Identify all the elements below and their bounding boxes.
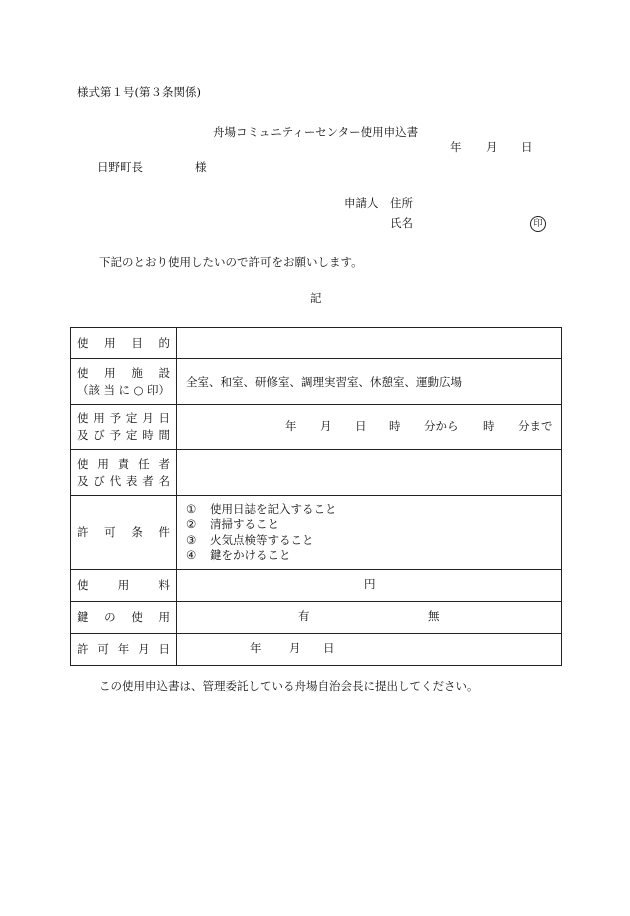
label-char: 許 — [77, 525, 89, 539]
responsible-label — [71, 450, 177, 496]
label-char: （該 — [77, 382, 100, 397]
label-char: 定 — [125, 411, 138, 425]
seal-mark: 印 — [530, 216, 546, 232]
addressee-suffix: 様 — [195, 160, 207, 174]
row-facility — [71, 359, 562, 405]
key-no-option[interactable]: 無 — [428, 609, 440, 623]
document-title: 舟場コミュニティーセンター使用申込書 — [213, 125, 419, 139]
label-char: 及 — [77, 428, 89, 442]
label-char: 月 — [138, 642, 150, 656]
label-char: 責 — [117, 456, 130, 471]
addressee: 日野町長 — [97, 160, 143, 174]
schedule-day: 日 — [355, 419, 367, 433]
label-char: 可 — [104, 525, 116, 539]
label-char: び — [93, 428, 105, 442]
fee-unit: 円 — [364, 577, 376, 591]
label-char: に — [118, 382, 130, 397]
label-char: 使 — [77, 456, 89, 471]
label-char: 許 — [77, 642, 89, 656]
row-fee — [71, 570, 562, 602]
condition-number: ② — [186, 517, 197, 531]
condition-item — [186, 517, 561, 533]
fee-value[interactable] — [177, 570, 562, 602]
label-char: 使 — [77, 578, 89, 592]
label-char: 用 — [97, 456, 109, 471]
date-day-label: 日 — [521, 140, 533, 154]
condition-text: 清掃すること — [210, 517, 279, 531]
intro-text: 下記のとおり使用したいので許可をお願いします。 — [99, 255, 363, 269]
permit-day: 日 — [323, 641, 335, 655]
label-char: 日 — [158, 411, 170, 425]
footer-note: この使用申込書は、管理委託している舟場自治会長に提出してください。 — [99, 679, 479, 693]
label-char: 定 — [125, 428, 138, 442]
row-key — [71, 602, 562, 634]
schedule-to: 分まで — [518, 419, 553, 433]
schedule-hour: 時 — [389, 419, 401, 433]
row-conditions — [71, 496, 562, 570]
permit-date-value[interactable] — [177, 634, 562, 666]
label-char: 予 — [109, 411, 122, 425]
conditions-label — [71, 496, 177, 570]
permit-year: 年 — [250, 641, 262, 655]
label-char: 料 — [158, 578, 170, 592]
label-char: 施 — [131, 365, 143, 380]
label-char: 名 — [158, 473, 170, 488]
label-char: 間 — [158, 428, 170, 442]
label-char: 使 — [77, 365, 89, 380]
applicant-label: 申請人 — [344, 196, 379, 210]
seal-icon — [530, 216, 546, 232]
row-schedule — [71, 405, 562, 450]
date-month-label: 月 — [486, 140, 498, 154]
condition-item — [186, 533, 561, 549]
label-char: 使 — [77, 335, 89, 350]
label-char: 条 — [131, 525, 143, 539]
label-char: 者 — [142, 473, 154, 488]
label-char: 設 — [158, 365, 170, 380]
schedule-value[interactable] — [177, 405, 562, 450]
label-char: 予 — [109, 428, 122, 442]
row-responsible — [71, 450, 562, 496]
condition-number: ④ — [186, 548, 197, 562]
schedule-hour2: 時 — [483, 419, 495, 433]
label-char: 及 — [77, 473, 89, 488]
label-char: 目 — [131, 335, 143, 350]
form-number: 様式第１号(第３条関係) — [77, 85, 201, 99]
permit-month: 月 — [289, 641, 301, 655]
condition-text: 火気点検等すること — [210, 532, 314, 547]
conditions-list — [177, 499, 561, 567]
name-label: 氏名 — [390, 216, 413, 230]
purpose-value[interactable] — [177, 328, 562, 359]
label-char: 用 — [158, 610, 170, 624]
label-char: 用 — [104, 335, 116, 350]
label-char: 使 — [131, 610, 143, 624]
label-char: 日 — [158, 642, 170, 656]
label-char: 表 — [125, 473, 138, 488]
label-char: 月 — [142, 411, 154, 425]
label-char: 者 — [158, 456, 170, 471]
schedule-year: 年 — [285, 419, 297, 433]
label-char: の — [104, 610, 116, 624]
label-char: 件 — [158, 525, 170, 539]
label-char: 用 — [117, 578, 130, 592]
schedule-month: 月 — [320, 419, 332, 433]
responsible-value[interactable] — [177, 450, 562, 496]
ki-label: 記 — [310, 291, 322, 305]
date-year-label: 年 — [450, 140, 462, 154]
label-char: 年 — [117, 642, 130, 656]
schedule-label — [71, 405, 177, 450]
label-char: 的 — [158, 335, 170, 350]
label-char: 用 — [104, 365, 116, 380]
condition-number: ③ — [186, 532, 197, 547]
conditions-value — [177, 496, 562, 570]
label-char: 使 — [77, 411, 89, 425]
permit-date-label — [71, 634, 177, 666]
key-value[interactable] — [177, 602, 562, 634]
fee-label — [71, 570, 177, 602]
label-char: 代 — [109, 473, 122, 488]
label-char: 印） — [146, 382, 170, 397]
key-label — [71, 602, 177, 634]
label-char: 任 — [138, 456, 150, 471]
facility-label — [71, 359, 177, 405]
label-char: 用 — [93, 411, 105, 425]
condition-item — [186, 502, 561, 518]
row-purpose — [71, 328, 562, 359]
schedule-from: 分から — [424, 419, 459, 433]
condition-text: 使用日誌を記入すること — [210, 501, 337, 516]
label-char: び — [93, 473, 105, 488]
address-label: 住所 — [390, 196, 413, 210]
condition-item — [186, 548, 561, 564]
facility-value[interactable] — [177, 359, 562, 405]
label-char: 当 — [103, 382, 115, 397]
purpose-label — [71, 328, 177, 359]
condition-text: 鍵をかけること — [210, 548, 291, 562]
label-char: 鍵 — [77, 610, 89, 624]
facility-options: 全室、和室、研修室、調理実習室、休憩室、運動広場 — [186, 374, 462, 389]
application-table — [70, 327, 562, 666]
label-char: ○ — [133, 382, 144, 397]
label-char: 時 — [142, 428, 154, 442]
condition-number: ① — [186, 501, 197, 516]
row-permit-date — [71, 634, 562, 666]
key-yes-option[interactable]: 有 — [298, 609, 310, 623]
label-char: 可 — [97, 642, 109, 656]
